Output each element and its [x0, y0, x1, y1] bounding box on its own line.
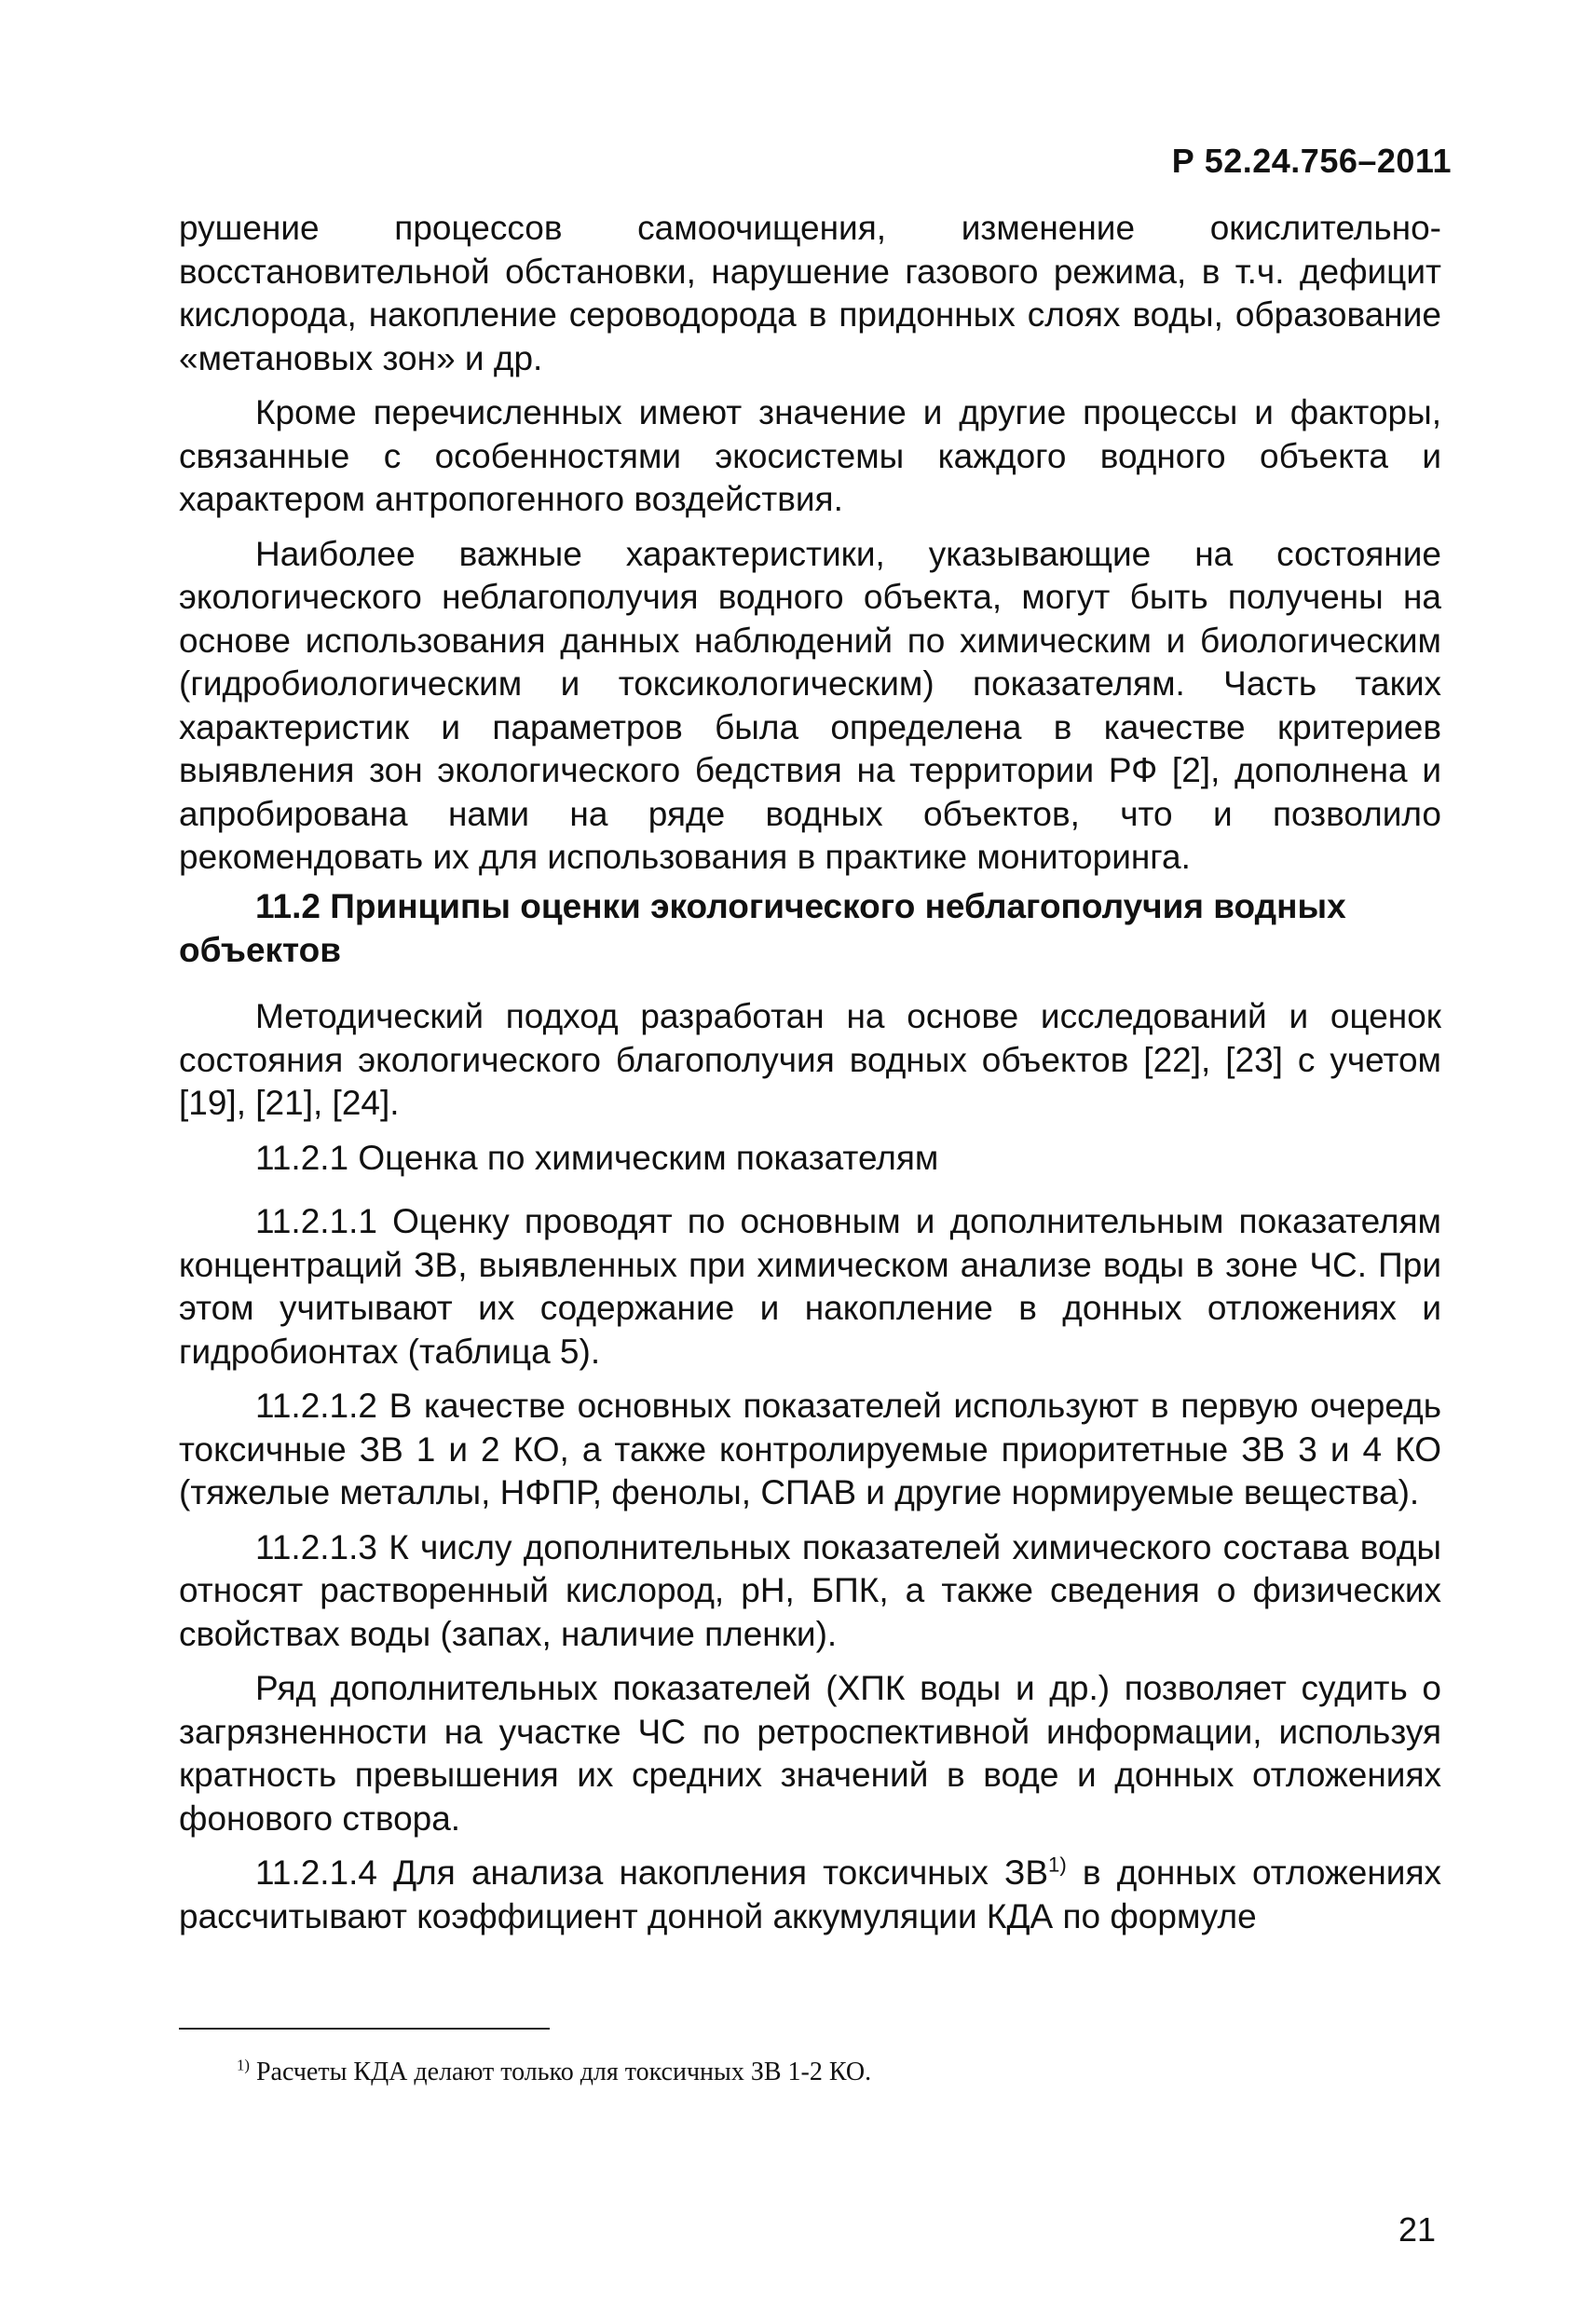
- section-heading: 11.2 Принципы оценки экологического неблагополучия водных объектов: [179, 887, 1346, 969]
- subsection-title: 11.2.1 Оценка по химическим показателям: [255, 1138, 939, 1177]
- footnote: [237, 2056, 871, 2089]
- paragraph-11-2-1-1: 11.2.1.1 Оценку проводят по основным и дополнительным показателям концентраций ЗВ, выявленных при химическом анализе воды в зоне ЧС. При этом учитывают их содержание и накопление в донных отложениях и гидробионтах (таблица 5).: [179, 1202, 1441, 1371]
- paragraph-11-2-1-4: [179, 1852, 1441, 1938]
- paragraph-continuation: рушение процессов самоочищения, изменение окислительно-восстановительной обстановки, нарушение газового режима, в т.ч. дефицит кислорода, накопление сероводорода в придонных слоях воды, образование «метановых зон» и др.: [179, 209, 1441, 377]
- paragraph-characteristics: Наиболее важные характеристики, указывающие на состояние экологического неблагополучия водного объекта, могут быть получены на основе использования данных наблюдений по химическим и биологическим (гидробиологическим и токсикологическим) показателям. Часть таких характеристик и параметров была определена в качестве критериев выявления зон экологического бедствия на территории РФ [2], дополнена и апробирована нами на ряде водных объектов, что и позволило рекомендовать их для использования в практике мониторинга.: [179, 534, 1441, 876]
- paragraph-additional-indicators: Ряд дополнительных показателей (ХПК воды и др.) позволяет судить о загрязненности на участке ЧС по ретроспективной информации, используя кратность превышения их средних значений в воде и донных отложениях фонового створа.: [179, 1669, 1441, 1838]
- middle-text-block: [179, 995, 1441, 1949]
- paragraph-method-intro: Методический подход разработан на основе исследований и оценок состояния экологического благополучия водных объектов [22], [23] с учетом [19], [21], [24].: [179, 997, 1441, 1122]
- footnote-separator: [179, 2028, 550, 2030]
- page-number: 21: [1398, 2210, 1436, 2249]
- document-code: Р 52.24.756–2011: [1171, 142, 1452, 180]
- footnote-reference[interactable]: 1): [1048, 1853, 1067, 1877]
- footnote-text: Расчеты КДА делают только для токсичных ЗВ 1-2 КО.: [249, 2058, 872, 2086]
- footnote-marker: 1): [237, 2056, 250, 2074]
- paragraph-11-2-1-3: 11.2.1.3 К числу дополнительных показателей химического состава воды относят растворенный кислород, рН, БПК, а также сведения о физических свойствах воды (запах, наличие пленки).: [179, 1527, 1441, 1653]
- paragraph-11-2-1-4-start: 11.2.1.4 Для анализа накопления токсичных ЗВ: [255, 1853, 1049, 1892]
- paragraph-other-factors: Кроме перечисленных имеют значение и другие процессы и факторы, связанные с особенностями экосистемы каждого водного объекта и характером антропогенного воздействия.: [179, 393, 1441, 518]
- paragraph-11-2-1-4-end: в донных отложениях рассчитывают коэффициент донной аккумуляции КДА по формуле: [179, 1853, 1441, 1935]
- paragraph-11-2-1-2: 11.2.1.2 В качестве основных показателей используют в первую очередь токсичные ЗВ 1 и 2 КО, а также контролируемые приоритетные ЗВ 3 и 4 КО (тяжелые металлы, НФПР, фенолы, СПАВ и другие нормируемые вещества).: [179, 1387, 1441, 1511]
- top-text-block: [179, 207, 1441, 891]
